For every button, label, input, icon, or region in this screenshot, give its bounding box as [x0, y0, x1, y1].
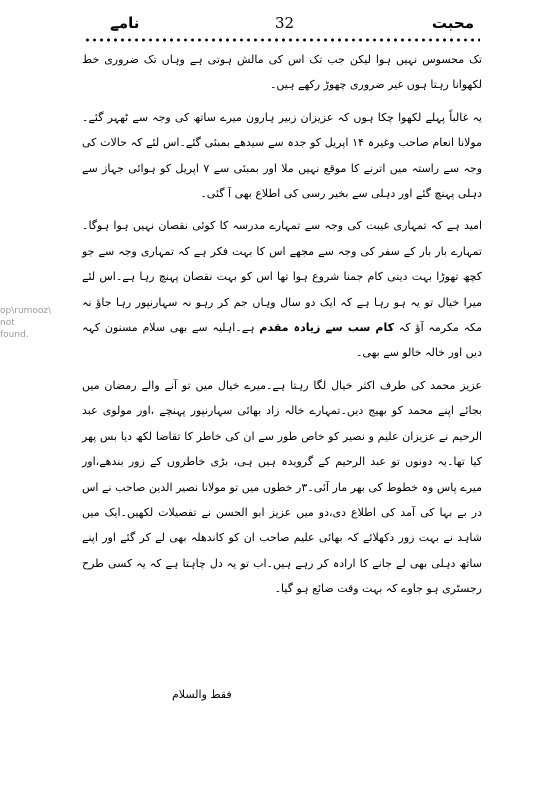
paragraph-3-end: ہے۔اہلیہ سے بھی سلام مسنون کہہ دیں اور خالہ خالو سے بھی۔ [82, 321, 482, 360]
paragraph-3 [82, 213, 482, 365]
missing-image-message: not found. [0, 318, 29, 340]
page-header [82, 12, 482, 36]
paragraph-1: تک محسوس نہیں ہوا لیکن جب تک اس کی مالش ہوتی ہے وہاں تک ضروری خط لکھوانا رہتا ہوں غیر ضروری چھوڑ رکھے ہیں۔ [82, 53, 482, 92]
dotted-divider [84, 37, 480, 43]
paragraph-3-start: امید ہے کہ تمہاری غیبت کی وجہ سے تمہارے مدرسہ کا کوئی نقصان نہیں ہوا ہوگا۔ تمہارے بار بار کے سفر کی وجہ سے مجھے اس کا بہت فکر ہے کہ تمہاری وجہ سے جو کچھ تھوڑا بہت دینی کام جمنا شروع ہوا تھا اس کو بہت نقصان پہنچ رہا ہے۔اس لئے میرا خیال تو یہ ہو رہا ہے کہ ایک دو سال وہاں جم کر رہو نہ سہارنپور رہا جاؤ نہ مکہ مکرمہ آؤ کہ [82, 219, 482, 335]
page-number: 32 [275, 14, 295, 32]
header-title-left: نامے [110, 14, 140, 32]
header-title-right: محبت [431, 14, 474, 32]
paragraph-3-emphasis: کام سب سے زیادہ مقدم [259, 321, 395, 335]
closing-signature: فقط والسلام [172, 688, 232, 701]
missing-image-placeholder [0, 305, 52, 341]
paragraph-2: یہ غالباً پہلے لکھوا چکا ہوں کہ عزیزان زبیر ہارون میرے ساتھ کی وجہ سے ٹھہر گئے۔مولانا انعام صاحب وغیرہ ۱۴ اپریل کو جدہ سے سیدھے بمبئی گئے۔اس لئے کہ حالات کی وجہ سے راستہ میں اترنے کا موقع نہیں ملا اور بمبئی سے ۷ اپریل کو ہوائی جہاز سے دہلی پہنچ گئے اور دہلی سے بخیر رسی کی اطلاع بھی آ گئی۔ [82, 110, 483, 201]
missing-image-path: op\rumooz\ [0, 306, 52, 316]
paragraph-4: عزیز محمد کی طرف اکثر خیال لگا رہتا ہے۔میرے خیال میں تو آنے والے رمضان میں بجائے اپنے محمد کو بھیج دیں۔تمہارے خالہ زاد بھائی سہارنپور پہنچے ،اور مولوی عبد الرحیم نے عزیزان علیم و نصیر کو خاص طور سے ان کی خاطر کا تقاضا لکھ دیا بس پھر کیا تھا۔یہ دونوں تو عبد الرحیم کے گرویدہ ہیں ہی، بڑی خاطروں کے زور بندھے،اور میرے پاس وہ خطوط کی بھر مار آئی۔۳ر خطوں میں تو مولانا نصیر الدین صاحب نے اس در بے بہا کی آمد کی اطلاع دی،دو میں عزیز ابو الحسن نے تفصیلات لکھیں۔ایک میں شاہد نے بہت زور دکھلائے کہ بھائی علیم صاحب ان کو کاندھلہ بھی لے کر گئے اور اپنے ساتھ دہلی بھی لے جانے کا ارادہ کر رہے ہیں۔اب تو یہ دل چاہتا ہے کہ یہ کسی طرح رجسٹری ہو جاوے کہ بہت وقت ضائع ہو گیا۔ [82, 378, 482, 596]
letter-body [82, 47, 482, 602]
